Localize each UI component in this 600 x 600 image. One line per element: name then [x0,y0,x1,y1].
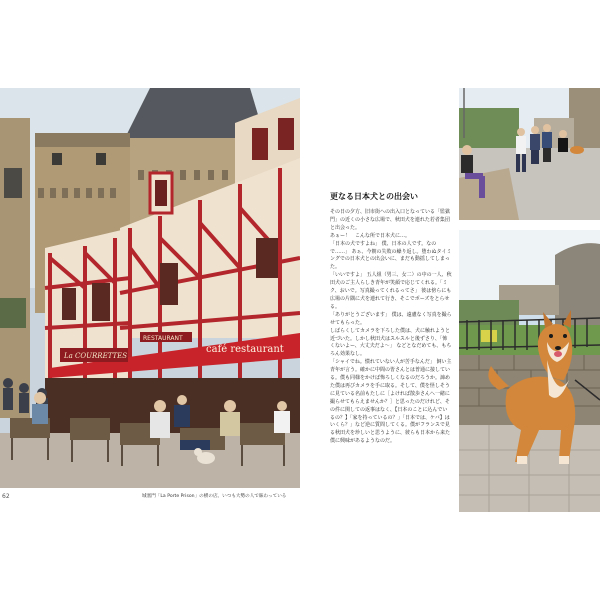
magazine-spread [0,88,600,512]
sign-left-text: La COURRETTES [64,352,128,360]
paragraph: その日の夕方、旧市街への出入口となっている「監獄門」の近くの小さな広場で、秋田犬を連れた若者集団と出会った。 [330,209,451,231]
paragraph: 「いいですよ」 五人組（男三、女二）の中の一人、秋田犬のご主人らしき青年が笑顔で応じてくれる。「ミク、おいで。写真撮ってくれるってさ」 彼は傍らにも広場の片隅に犬を連れて行き、そこでポーズをとらせる。 [330,272,452,310]
page-number: 62 [2,493,10,500]
plaza-people-photo [459,88,600,220]
article-column [330,192,452,446]
photo-caption: 城塞門「La Porte Prison」の横の店。いつも大勢の人で賑わっている [142,494,287,499]
paragraph: しばらくしてカメラを下ろした僕は、犬に触れようと近づいた。しかし秋田犬はスルスルと後ずさり、「怖くないよー、大丈夫だよ～」 などとなだめても、もちろん効果なし。 [330,327,452,358]
paragraph: あぁー！ こんな所で日本犬に…。 [330,232,410,239]
paragraph: 「シャイでね。慣れていない人が苦手なんだ」 飼い主青年が言う。確かに中間の皆さんとは普通に接している。僕も同様をかけば怖ろしくなるのだろうか。諦めた僕は再びカメラを手に取る。そして、僕を怪しそうに見ている名前もたしに［よければ散歩さんへ一緒に撮らせてもらえませんか？］と思ったのだけれど、その件に関しての返事はなく、【日本のことに込んでいるの？】「家を持っているの？」「日本では、ケバ】はいくら？」など逆に質問してくる。僕がフランスで見る秋田犬を珍しいと思うように、彼らも日本から来た僕に興味があるようなのだ。 [330,359,452,445]
akita-dog-photo [459,230,600,512]
sign-small-text: RESTAURANT [143,335,183,342]
sign-right-text: café restaurant [206,344,284,355]
article-heading: 更なる日本犬との出会い [330,192,418,201]
article-body [330,209,452,446]
paragraph: 「ありがとうございます」 僕は、遠慮なく写真を撮らせてもらった。 [330,311,452,326]
caption-row [0,493,300,507]
street-cafe-photo [0,88,300,488]
paragraph: 「日本の犬ですよね」 僕、日本の人です。なので……」 あぁ、今朝の失敗の繰り返し。堕わぬタイミングでの日本犬との出会いに、まだも動揺してしまった。 [330,240,452,271]
